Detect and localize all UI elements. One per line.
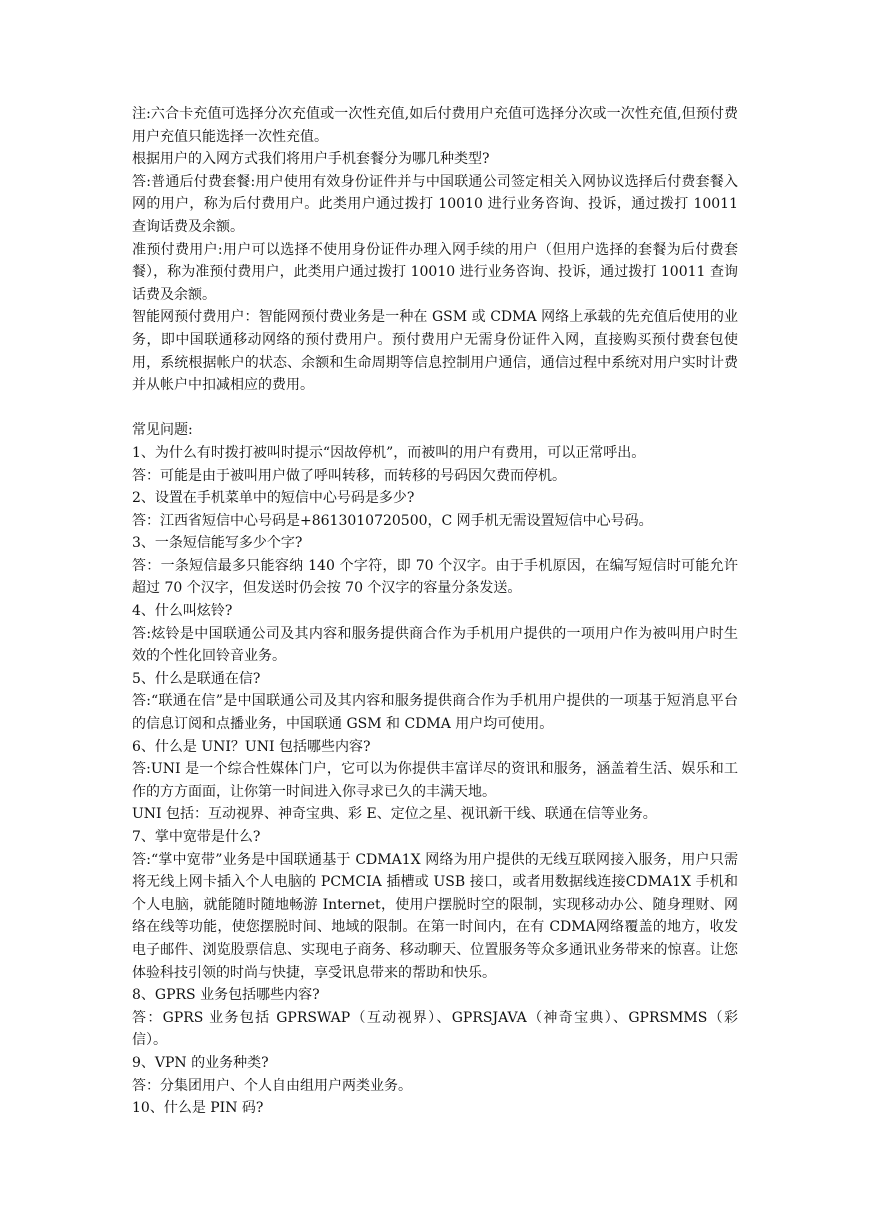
faq-answer-2: 答：江西省短信中心号码是+8613010720500，C 网手机无需设置短信中心号码。: [132, 512, 653, 529]
faq-answer-9: 答：分集团用户、个人自由组用户两类业务。: [132, 1077, 412, 1094]
faq-answer-3: 答：一条短信最多只能容纳 140 个字符，即 70 个汉字。由于手机原因，在编写短信时可能允许超过 70 个汉字，但发送时仍会按 70 个汉字的容量分条发送。: [132, 557, 738, 597]
faq-answer-5: 答:“联通在信”是中国联通公司及其内容和服务提供商合作为手机用户提供的一项基于短消息平台的信息订阅和点播业务，中国联通 GSM 和 CDMA 用户均可使用。: [132, 693, 738, 733]
faq-question-9: 9、VPN 的业务种类?: [132, 1054, 269, 1071]
faq-question-7: 7、掌中宽带是什么?: [132, 829, 261, 845]
paragraph-gap: [132, 397, 738, 420]
faq-question-1: 1、为什么有时拨打被叫时提示“因故停机”，而被叫的用户有费用，可以正常呼出。: [132, 444, 646, 461]
question-paragraph: 根据用户的入网方式我们将用户手机套餐分为哪几种类型?: [132, 151, 490, 168]
faq-heading: 常见问题:: [132, 422, 193, 439]
faq-question-10: 10、什么是 PIN 码?: [132, 1100, 264, 1117]
faq-answer-8: 答：GPRS 业务包括 GPRSWAP（互动视界）、GPRSJAVA（神奇宝典）、GPRSMMS（彩信）。: [132, 1009, 738, 1049]
faq-question-6: 6、什么是 UNI？UNI 包括哪些内容?: [132, 738, 371, 755]
faq-answer-7: 答:“掌中宽带”业务是中国联通基于 CDMA1X 网络为用户提供的无线互联网接入服务，用户只需将无线上网卡插入个人电脑的 PCMCIA 插槽或 USB 接口，或者用数据线连接CDMA1X 手机和个人电脑，就能随时随地畅游 Internet，使用户摆脱时空的限制，实现移动办公、随身理财、网络在线等功能，使您摆脱时间、地域的限制。在第一时间内，在有 CDMA网络覆盖的地方，收发电子邮件、浏览股票信息、实现电子商务、移动聊天、位置服务等众多通讯业务带来的惊喜。让您体验科技引领的时尚与快捷，享受讯息带来的帮助和快乐。: [132, 851, 738, 981]
note-paragraph: 注:六合卡充值可选择分次充值或一次性充值,如后付费用户充值可选择分次或一次性充值,但预付费用户充值只能选择一次性充值。: [132, 106, 738, 145]
faq-question-8: 8、GPRS 业务包括哪些内容?: [132, 987, 320, 1004]
faq-question-3: 3、一条短信能写多少个字?: [132, 535, 303, 552]
answer-postpaid-paragraph: 答:普通后付费套餐:用户使用有效身份证件并与中国联通公司签定相关入网协议选择后付费套餐入网的用户，称为后付费用户。此类用户通过拨打 10010 进行业务咨询、投诉，通过拨打 10011 查询话费及余额。: [132, 173, 738, 235]
faq-answer-6: 答:UNI 是一个综合性媒体门户，它可以为你提供丰富详尽的资讯和服务，涵盖着生活、娱乐和工作的方方面面，让你第一时间进入你寻求已久的丰满天地。: [132, 761, 738, 800]
document-page: [132, 103, 738, 1120]
faq-answer-4: 答:炫铃是中国联通公司及其内容和服务提供商合作为手机用户提供的一项用户作为被叫用户时生效的个性化回铃音业务。: [132, 625, 738, 665]
faq-question-4: 4、什么叫炫铃?: [132, 603, 233, 620]
faq-answer-6-detail: UNI 包括：互动视界、神奇宝典、彩 E、定位之星、视讯新干线、联通在信等业务。: [132, 806, 657, 823]
faq-question-2: 2、设置在手机菜单中的短信中心号码是多少?: [132, 490, 415, 507]
answer-quasi-prepaid-paragraph: 准预付费用户:用户可以选择不使用身份证件办理入网手续的用户（但用户选择的套餐为后付费套餐），称为准预付费用户，此类用户通过拨打 10010 进行业务咨询、投诉，通过拨打 10011 查询话费及余额。: [132, 241, 738, 303]
faq-question-5: 5、什么是联通在信?: [132, 670, 261, 687]
answer-smart-prepaid-paragraph: 智能网预付费用户：智能网预付费业务是一种在 GSM 或 CDMA 网络上承载的先充值后使用的业务，即中国联通移动网络的预付费用户。预付费用户无需身份证件入网，直接购买预付费套包使用，系统根据帐户的状态、余额和生命周期等信息控制用户通信，通信过程中系统对用户实时计费并从帐户中扣减相应的费用。: [132, 309, 738, 394]
faq-answer-1: 答：可能是由于被叫用户做了呼叫转移，而转移的号码因欠费而停机。: [132, 467, 566, 484]
